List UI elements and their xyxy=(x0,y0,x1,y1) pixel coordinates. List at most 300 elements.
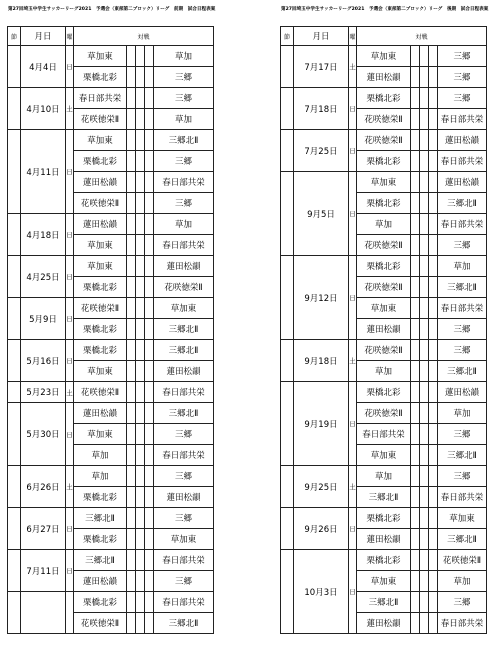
score-cell xyxy=(420,592,429,613)
home-team: 蓮田松韻 xyxy=(357,319,411,340)
match-date: 5月30日 xyxy=(21,403,66,466)
match-row xyxy=(281,340,487,361)
score-cell xyxy=(136,151,145,172)
match-weekday: 日 xyxy=(66,214,74,256)
score-cell xyxy=(420,256,429,277)
left-header-row xyxy=(8,27,214,46)
score-cell xyxy=(145,130,154,151)
section-cell xyxy=(8,340,21,382)
home-team: 栗橋北彩 xyxy=(357,550,411,571)
score-cell xyxy=(411,172,420,193)
match-row xyxy=(281,172,487,193)
match-date: 9月5日 xyxy=(294,172,349,256)
away-team: 花咲徳栄Ⅱ xyxy=(438,550,487,571)
score-cell xyxy=(429,130,438,151)
section-cell xyxy=(8,88,21,130)
score-cell xyxy=(127,151,136,172)
away-team: 春日部共栄 xyxy=(438,487,487,508)
score-cell xyxy=(411,46,420,67)
match-row xyxy=(281,550,487,571)
score-cell xyxy=(411,235,420,256)
away-team: 草加 xyxy=(154,109,214,130)
score-cell xyxy=(136,382,145,403)
home-team: 栗橋北彩 xyxy=(357,193,411,214)
match-row xyxy=(281,130,487,151)
score-cell xyxy=(411,424,420,445)
section-cell xyxy=(8,382,21,403)
score-cell xyxy=(429,151,438,172)
score-cell xyxy=(411,361,420,382)
score-cell xyxy=(429,193,438,214)
match-date: 5月16日 xyxy=(21,340,66,382)
section-cell xyxy=(8,466,21,508)
home-team: 蓮田松韻 xyxy=(357,529,411,550)
away-team: 草加 xyxy=(438,256,487,277)
home-team: 蓮田松韻 xyxy=(357,613,411,634)
away-team: 春日部共栄 xyxy=(154,172,214,193)
away-team: 三郷 xyxy=(438,424,487,445)
match-weekday: 日 xyxy=(349,508,357,550)
score-cell xyxy=(411,88,420,109)
score-cell xyxy=(127,172,136,193)
match-row xyxy=(8,88,214,109)
home-team: 栗橋北彩 xyxy=(74,487,127,508)
score-cell xyxy=(411,466,420,487)
score-cell xyxy=(420,550,429,571)
header-match: 対戦 xyxy=(74,27,214,46)
match-date: 4月11日 xyxy=(21,130,66,214)
section-cell xyxy=(281,382,294,466)
match-row xyxy=(8,46,214,67)
score-cell xyxy=(136,130,145,151)
score-cell xyxy=(136,214,145,235)
match-weekday: 日 xyxy=(66,130,74,214)
home-team: 蓮田松韻 xyxy=(74,172,127,193)
section-cell xyxy=(8,46,21,88)
right-sheet-title: 第27回埼玉中学生サッカーリーグ2021 予選会（東部第二ブロック）リーグ 後期 試合日程表案 xyxy=(281,7,489,12)
score-cell xyxy=(420,298,429,319)
score-cell xyxy=(145,424,154,445)
home-team: 草加東 xyxy=(74,424,127,445)
home-team: 草加東 xyxy=(357,172,411,193)
section-cell xyxy=(281,550,294,634)
score-cell xyxy=(420,172,429,193)
home-team: 花咲徳栄Ⅱ xyxy=(74,193,127,214)
home-team: 蓮田松韻 xyxy=(357,67,411,88)
match-weekday: 日 xyxy=(349,256,357,340)
home-team: 草加東 xyxy=(74,235,127,256)
match-row xyxy=(8,508,214,529)
home-team: 栗橋北彩 xyxy=(74,151,127,172)
score-cell xyxy=(420,340,429,361)
score-cell xyxy=(136,277,145,298)
away-team: 三郷北Ⅱ xyxy=(154,319,214,340)
score-cell xyxy=(411,382,420,403)
home-team: 三郷北Ⅱ xyxy=(357,487,411,508)
score-cell xyxy=(145,172,154,193)
match-row xyxy=(281,466,487,487)
section-cell xyxy=(281,172,294,256)
score-cell xyxy=(127,571,136,592)
match-row xyxy=(281,382,487,403)
match-date: 9月19日 xyxy=(294,382,349,466)
score-cell xyxy=(411,193,420,214)
match-weekday: 日 xyxy=(66,403,74,466)
score-cell xyxy=(127,466,136,487)
home-team: 草加東 xyxy=(357,46,411,67)
score-cell xyxy=(429,613,438,634)
home-team: 栗橋北彩 xyxy=(74,319,127,340)
score-cell xyxy=(420,46,429,67)
score-cell xyxy=(420,319,429,340)
away-team: 春日部共栄 xyxy=(154,592,214,613)
match-weekday: 日 xyxy=(349,172,357,256)
away-team: 春日部共栄 xyxy=(438,109,487,130)
score-cell xyxy=(145,151,154,172)
score-cell xyxy=(411,550,420,571)
away-team: 草加東 xyxy=(154,298,214,319)
score-cell xyxy=(136,319,145,340)
score-cell xyxy=(136,256,145,277)
match-weekday: 土 xyxy=(349,466,357,508)
home-team: 草加 xyxy=(74,445,127,466)
section-cell xyxy=(8,403,21,466)
score-cell xyxy=(136,109,145,130)
away-team: 草加東 xyxy=(438,508,487,529)
home-team: 草加東 xyxy=(357,571,411,592)
match-date: 4月25日 xyxy=(21,256,66,298)
away-team: 三郷 xyxy=(154,151,214,172)
header-match: 対戦 xyxy=(357,27,487,46)
score-cell xyxy=(411,256,420,277)
match-date: 7月11日 xyxy=(21,550,66,592)
score-cell xyxy=(145,550,154,571)
home-team: 草加東 xyxy=(74,46,127,67)
home-team: 花咲徳栄Ⅱ xyxy=(74,109,127,130)
away-team: 三郷 xyxy=(154,571,214,592)
home-team: 草加東 xyxy=(74,361,127,382)
match-row xyxy=(8,256,214,277)
score-cell xyxy=(411,277,420,298)
match-weekday: 日 xyxy=(66,46,74,88)
match-row xyxy=(8,130,214,151)
left-sheet-title: 第27回埼玉中学生サッカーリーグ2021 予選会（東部第二ブロック）リーグ 前期 試合日程表案 xyxy=(8,7,216,12)
score-cell xyxy=(127,193,136,214)
away-team: 三郷 xyxy=(154,193,214,214)
score-cell xyxy=(145,361,154,382)
score-cell xyxy=(429,109,438,130)
match-date: 5月9日 xyxy=(21,298,66,340)
score-cell xyxy=(420,466,429,487)
away-team: 三郷 xyxy=(438,88,487,109)
score-cell xyxy=(127,277,136,298)
match-row xyxy=(8,550,214,571)
score-cell xyxy=(136,67,145,88)
score-cell xyxy=(411,613,420,634)
score-cell xyxy=(429,403,438,424)
score-cell xyxy=(429,592,438,613)
home-team: 栗橋北彩 xyxy=(357,88,411,109)
away-team: 春日部共栄 xyxy=(154,550,214,571)
section-cell xyxy=(8,550,21,592)
score-cell xyxy=(420,151,429,172)
score-cell xyxy=(136,592,145,613)
away-team: 草加 xyxy=(154,46,214,67)
away-team: 三郷北Ⅱ xyxy=(154,340,214,361)
match-weekday: 土 xyxy=(349,46,357,88)
match-date: 5月23日 xyxy=(21,382,66,403)
home-team: 草加 xyxy=(74,466,127,487)
score-cell xyxy=(420,613,429,634)
home-team: 三郷北Ⅱ xyxy=(74,550,127,571)
away-team: 花咲徳栄Ⅱ xyxy=(154,277,214,298)
away-team: 三郷 xyxy=(154,466,214,487)
score-cell xyxy=(136,403,145,424)
score-cell xyxy=(420,445,429,466)
away-team: 春日部共栄 xyxy=(438,214,487,235)
match-weekday: 日 xyxy=(349,88,357,130)
score-cell xyxy=(420,571,429,592)
home-team: 蓮田松韻 xyxy=(74,403,127,424)
match-row xyxy=(8,214,214,235)
away-team: 草加 xyxy=(154,214,214,235)
home-team: 花咲徳栄Ⅱ xyxy=(74,613,127,634)
match-date: 4月18日 xyxy=(21,214,66,256)
home-team: 蓮田松韻 xyxy=(74,571,127,592)
away-team: 蓮田松韻 xyxy=(154,487,214,508)
away-team: 春日部共栄 xyxy=(154,445,214,466)
home-team: 草加東 xyxy=(357,445,411,466)
score-cell xyxy=(127,508,136,529)
score-cell xyxy=(420,424,429,445)
match-date: 6月27日 xyxy=(21,508,66,550)
score-cell xyxy=(136,340,145,361)
home-team: 草加 xyxy=(357,361,411,382)
header-date: 月日 xyxy=(21,27,66,46)
match-weekday: 日 xyxy=(66,550,74,592)
match-row xyxy=(8,403,214,424)
score-cell xyxy=(411,130,420,151)
score-cell xyxy=(127,445,136,466)
score-cell xyxy=(136,46,145,67)
score-cell xyxy=(429,298,438,319)
away-team: 蓮田松韻 xyxy=(438,130,487,151)
home-team: 栗橋北彩 xyxy=(74,67,127,88)
match-row xyxy=(281,508,487,529)
score-cell xyxy=(145,67,154,88)
score-cell xyxy=(411,109,420,130)
score-cell xyxy=(127,529,136,550)
match-row xyxy=(8,298,214,319)
score-cell xyxy=(136,88,145,109)
score-cell xyxy=(136,529,145,550)
score-cell xyxy=(127,46,136,67)
score-cell xyxy=(411,67,420,88)
home-team: 花咲徳栄Ⅱ xyxy=(74,298,127,319)
score-cell xyxy=(136,571,145,592)
score-cell xyxy=(411,298,420,319)
score-cell xyxy=(145,193,154,214)
score-cell xyxy=(127,130,136,151)
home-team: 三郷北Ⅱ xyxy=(357,592,411,613)
home-team: 栗橋北彩 xyxy=(74,277,127,298)
home-team: 栗橋北彩 xyxy=(74,340,127,361)
score-cell xyxy=(429,235,438,256)
score-cell xyxy=(429,550,438,571)
score-cell xyxy=(145,466,154,487)
away-team: 春日部共栄 xyxy=(438,613,487,634)
score-cell xyxy=(136,172,145,193)
match-date: 4月4日 xyxy=(21,46,66,88)
score-cell xyxy=(411,151,420,172)
away-team: 春日部共栄 xyxy=(154,382,214,403)
score-cell xyxy=(411,340,420,361)
home-team: 蓮田松韻 xyxy=(74,214,127,235)
match-weekday: 土 xyxy=(66,88,74,130)
home-team: 栗橋北彩 xyxy=(357,256,411,277)
away-team: 三郷 xyxy=(438,466,487,487)
score-cell xyxy=(411,487,420,508)
score-cell xyxy=(145,340,154,361)
away-team: 三郷 xyxy=(438,67,487,88)
score-cell xyxy=(145,445,154,466)
away-team: 三郷北Ⅱ xyxy=(438,529,487,550)
home-team: 花咲徳栄Ⅱ xyxy=(74,382,127,403)
score-cell xyxy=(145,592,154,613)
section-cell xyxy=(8,130,21,214)
score-cell xyxy=(145,613,154,634)
score-cell xyxy=(145,235,154,256)
section-cell xyxy=(8,256,21,298)
score-cell xyxy=(127,235,136,256)
score-cell xyxy=(136,466,145,487)
home-team: 草加東 xyxy=(74,130,127,151)
score-cell xyxy=(145,109,154,130)
score-cell xyxy=(429,529,438,550)
section-cell xyxy=(281,88,294,130)
match-date: 6月26日 xyxy=(21,466,66,508)
score-cell xyxy=(136,487,145,508)
score-cell xyxy=(127,214,136,235)
score-cell xyxy=(429,445,438,466)
score-cell xyxy=(136,361,145,382)
score-cell xyxy=(127,67,136,88)
away-team: 草加 xyxy=(438,571,487,592)
match-date: 7月18日 xyxy=(294,88,349,130)
score-cell xyxy=(429,319,438,340)
away-team: 三郷 xyxy=(438,340,487,361)
score-cell xyxy=(429,466,438,487)
section-cell xyxy=(8,214,21,256)
match-date: 9月12日 xyxy=(294,256,349,340)
match-date: 10月3日 xyxy=(294,550,349,634)
score-cell xyxy=(145,277,154,298)
home-team: 栗橋北彩 xyxy=(357,508,411,529)
home-team: 草加 xyxy=(357,466,411,487)
away-team: 蓮田松韻 xyxy=(154,256,214,277)
match-weekday: 日 xyxy=(66,256,74,298)
home-team: 春日部共栄 xyxy=(357,424,411,445)
section-cell xyxy=(281,130,294,172)
score-cell xyxy=(420,109,429,130)
score-cell xyxy=(145,88,154,109)
away-team: 三郷 xyxy=(438,592,487,613)
match-row xyxy=(281,46,487,67)
score-cell xyxy=(429,214,438,235)
score-cell xyxy=(420,277,429,298)
away-team: 春日部共栄 xyxy=(154,235,214,256)
away-team: 三郷北Ⅱ xyxy=(438,361,487,382)
score-cell xyxy=(420,508,429,529)
score-cell xyxy=(420,403,429,424)
score-cell xyxy=(127,298,136,319)
match-weekday: 土 xyxy=(349,340,357,382)
away-team: 春日部共栄 xyxy=(438,151,487,172)
match-date: 9月18日 xyxy=(294,340,349,382)
score-cell xyxy=(420,214,429,235)
match-date xyxy=(21,592,66,634)
score-cell xyxy=(411,571,420,592)
score-cell xyxy=(127,361,136,382)
score-cell xyxy=(420,67,429,88)
away-team: 三郷北Ⅱ xyxy=(438,445,487,466)
score-cell xyxy=(136,235,145,256)
header-sec: 節 xyxy=(281,27,294,46)
home-team: 花咲徳栄Ⅱ xyxy=(357,235,411,256)
away-team: 三郷北Ⅱ xyxy=(438,193,487,214)
score-cell xyxy=(145,214,154,235)
match-weekday: 土 xyxy=(66,382,74,403)
score-cell xyxy=(429,487,438,508)
home-team: 花咲徳栄Ⅱ xyxy=(357,340,411,361)
score-cell xyxy=(136,613,145,634)
score-cell xyxy=(420,487,429,508)
match-row xyxy=(281,256,487,277)
away-team: 蓮田松韻 xyxy=(438,172,487,193)
home-team: 花咲徳栄Ⅱ xyxy=(357,109,411,130)
match-weekday: 日 xyxy=(349,382,357,466)
score-cell xyxy=(145,46,154,67)
score-cell xyxy=(127,403,136,424)
score-cell xyxy=(429,424,438,445)
score-cell xyxy=(127,382,136,403)
score-cell xyxy=(145,256,154,277)
score-cell xyxy=(429,46,438,67)
score-cell xyxy=(411,529,420,550)
score-cell xyxy=(411,508,420,529)
match-date: 4月10日 xyxy=(21,88,66,130)
score-cell xyxy=(127,340,136,361)
score-cell xyxy=(145,508,154,529)
away-team: 三郷 xyxy=(438,46,487,67)
match-row xyxy=(8,466,214,487)
score-cell xyxy=(136,550,145,571)
match-weekday: 日 xyxy=(349,550,357,634)
score-cell xyxy=(411,445,420,466)
home-team: 花咲徳栄Ⅱ xyxy=(357,130,411,151)
home-team: 草加 xyxy=(357,214,411,235)
home-team: 栗橋北彩 xyxy=(357,382,411,403)
score-cell xyxy=(429,172,438,193)
score-cell xyxy=(136,298,145,319)
header-dow: 曜 xyxy=(66,27,74,46)
score-cell xyxy=(145,571,154,592)
score-cell xyxy=(127,109,136,130)
match-date: 7月25日 xyxy=(294,130,349,172)
home-team: 草加東 xyxy=(357,298,411,319)
score-cell xyxy=(127,613,136,634)
score-cell xyxy=(420,193,429,214)
